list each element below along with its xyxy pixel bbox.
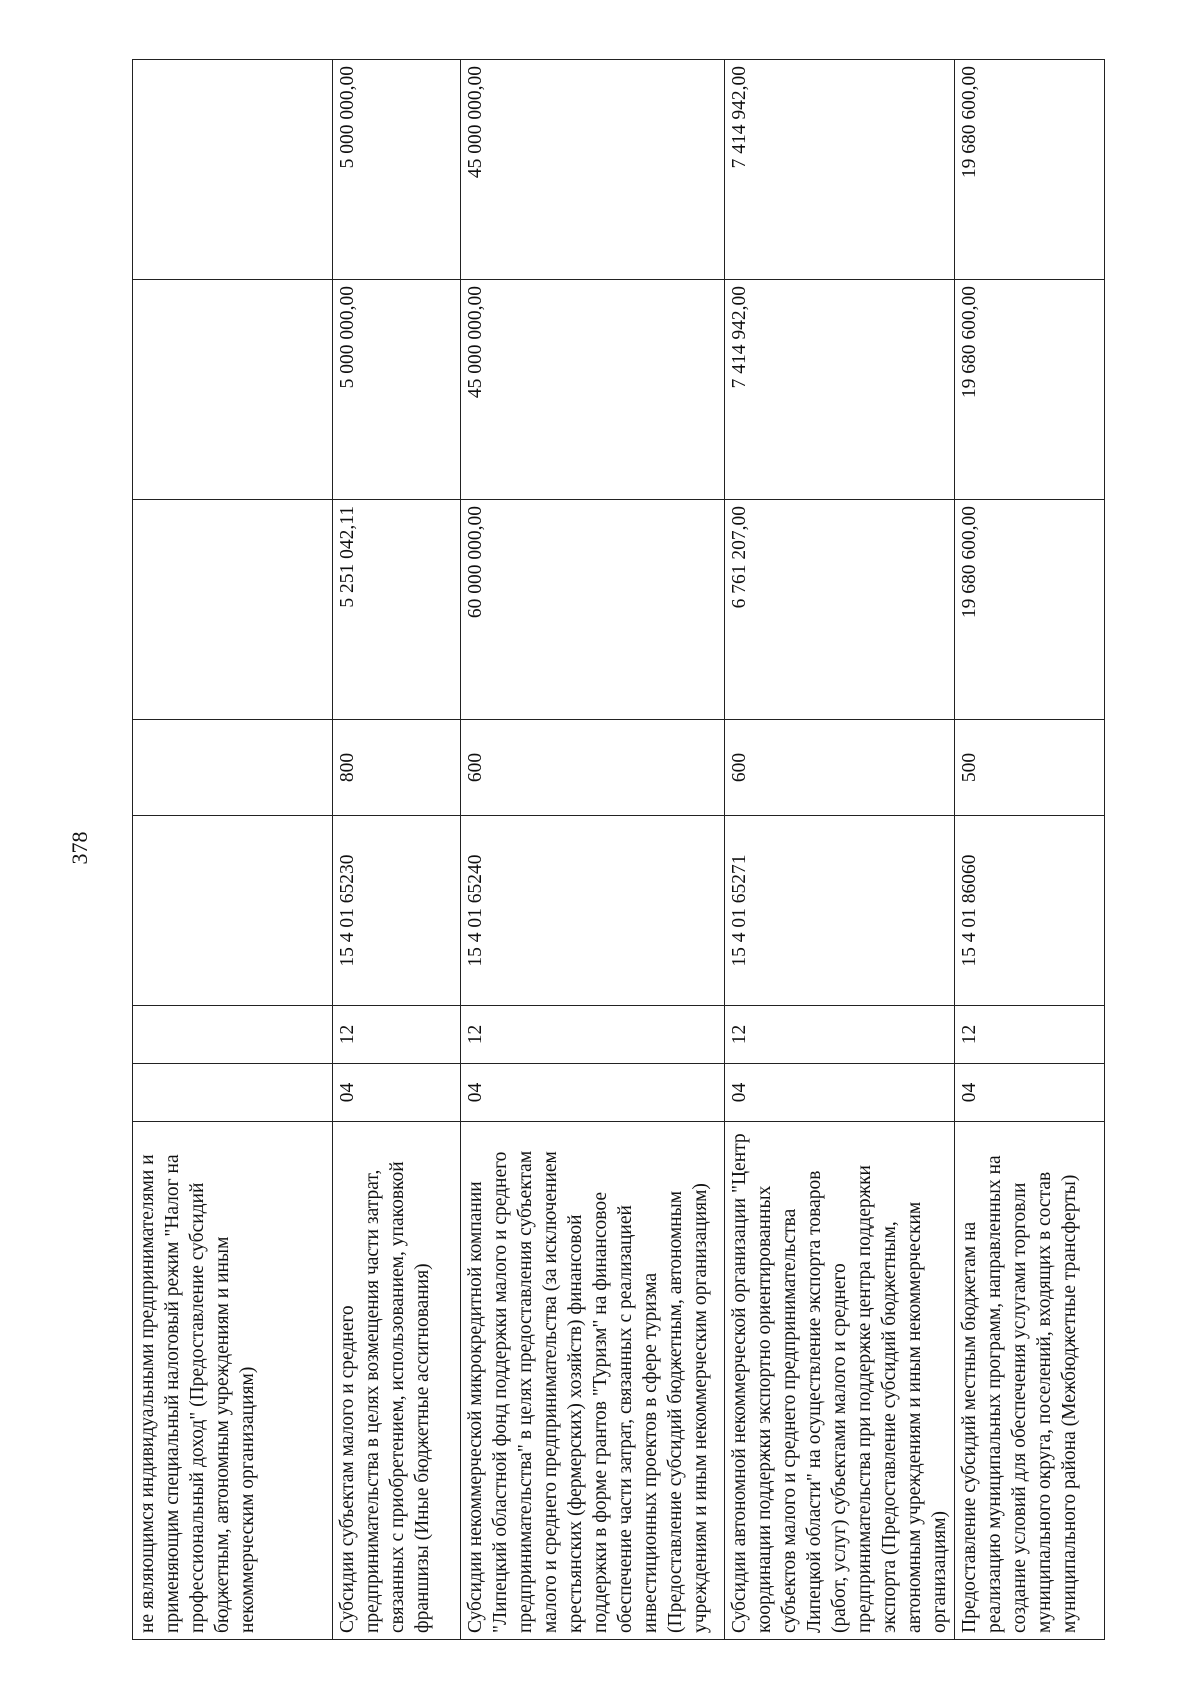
- row-description: Субсидии некоммерческой микрокредитной компании "Липецкий областной фонд поддержки малого и среднего предпринимательства" в целях предоставления субъектам малого и среднего предпринимательства (за исключением крестьянских (фермерских) хозяйств) финансовой поддержки в форме грантов "Туризм" на финансовое обеспечение части затрат, связанных с реализацией инвестиционных проектов в сфере туризма (Предоставление субсидий бюджетным, автономным учреждениям и иным некоммерческим организациям): [461, 1122, 725, 1640]
- row-amount-2: [133, 280, 333, 500]
- row-amount-2: 7 414 942,00: [725, 280, 955, 500]
- row-subsection: [133, 1006, 333, 1064]
- budget-table: [132, 59, 1105, 1640]
- table-row: [955, 60, 1105, 1640]
- row-amount-2: 45 000 000,00: [461, 280, 725, 500]
- row-amount-2: 19 680 600,00: [955, 280, 1105, 500]
- row-section: 04: [725, 1064, 955, 1122]
- row-description: Субсидии субъектам малого и среднего предпринимательства в целях возмещения части затрат, связанных с приобретением, использованием, упаковкой франшизы (Иные бюджетные ассигнования): [333, 1122, 461, 1640]
- row-amount-3: [133, 60, 333, 280]
- row-target: 15 4 01 86060: [955, 816, 1105, 1006]
- row-amount-3: 45 000 000,00: [461, 60, 725, 280]
- row-subsection: 12: [725, 1006, 955, 1064]
- row-amount-1: [133, 500, 333, 720]
- row-amount-3: 7 414 942,00: [725, 60, 955, 280]
- row-description: Субсидии автономной некоммерческой организации "Центр координации поддержки экспортно ориентированных субъектов малого и среднего предпринимательства Липецкой области" на осуществление экспорта товаров (работ, услуг) субъектами малого и среднего предпринимательства при поддержке центра поддержки экспорта (Предоставление субсидий бюджетным, автономным учреждениям и иным некоммерческим организациям): [725, 1122, 955, 1640]
- row-type: [133, 720, 333, 816]
- row-type: 500: [955, 720, 1105, 816]
- table-row: [461, 60, 725, 1640]
- row-description: не являющимся индивидуальными предпринимателями и применяющим специальный налоговый режим "Налог на профессиональный доход" (Предоставление субсидий бюджетным, автономным учреждениям и иным некоммерческим организациям): [133, 1122, 333, 1640]
- row-subsection: 12: [333, 1006, 461, 1064]
- row-amount-1: 5 251 042,11: [333, 500, 461, 720]
- row-target: 15 4 01 65230: [333, 816, 461, 1006]
- row-amount-3: 19 680 600,00: [955, 60, 1105, 280]
- row-amount-3: 5 000 000,00: [333, 60, 461, 280]
- row-amount-1: 6 761 207,00: [725, 500, 955, 720]
- budget-table-container: [132, 60, 1084, 1640]
- table-row: [333, 60, 461, 1640]
- row-section: [133, 1064, 333, 1122]
- row-subsection: 12: [955, 1006, 1105, 1064]
- row-section: 04: [461, 1064, 725, 1122]
- table-row: [725, 60, 955, 1640]
- row-amount-2: 5 000 000,00: [333, 280, 461, 500]
- row-type: 600: [461, 720, 725, 816]
- row-amount-1: 19 680 600,00: [955, 500, 1105, 720]
- row-section: 04: [333, 1064, 461, 1122]
- row-section: 04: [955, 1064, 1105, 1122]
- row-target: [133, 816, 333, 1006]
- row-type: 800: [333, 720, 461, 816]
- table-row: [133, 60, 333, 1640]
- row-description: Предоставление субсидий местным бюджетам на реализацию муниципальных программ, направленных на создание условий для обеспечения услугами торговли муниципального округа, поселений, входящих в состав муниципального района (Межбюджетные трансферты): [955, 1122, 1105, 1640]
- row-target: 15 4 01 65240: [461, 816, 725, 1006]
- row-amount-1: 60 000 000,00: [461, 500, 725, 720]
- page-number: 378: [67, 831, 92, 865]
- row-subsection: 12: [461, 1006, 725, 1064]
- row-target: 15 4 01 65271: [725, 816, 955, 1006]
- row-type: 600: [725, 720, 955, 816]
